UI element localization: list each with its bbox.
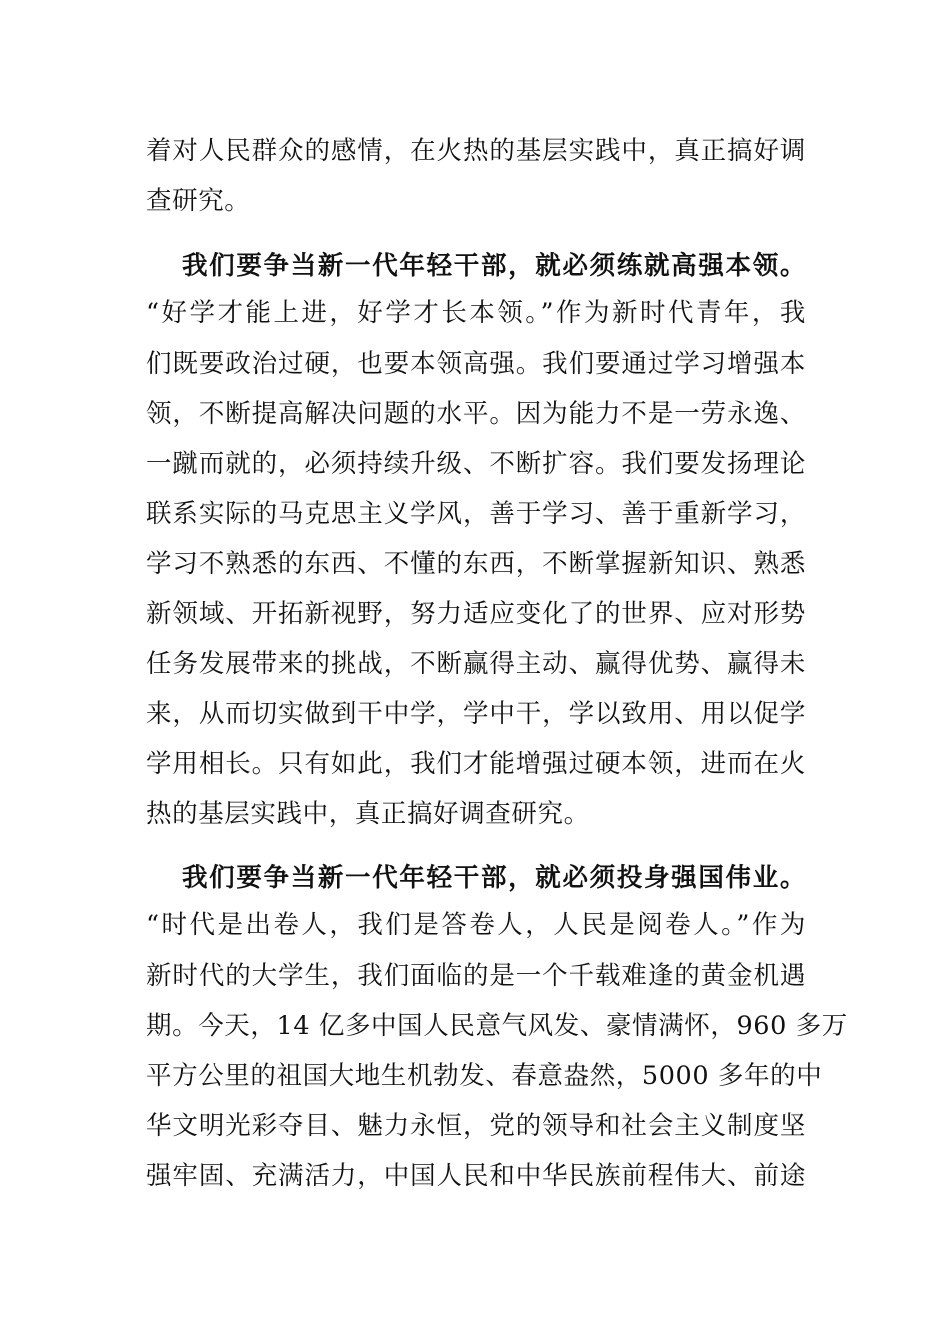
text-line: 期。今天，14 亿多中国人民意气风发、豪情满怀，960 多万 [146, 1011, 848, 1041]
text-line: 平方公里的祖国大地生机勃发、春意盎然，5000 多年的中 [146, 1061, 823, 1091]
text-line: 新领域、开拓新视野，努力适应变化了的世界、应对形势 [146, 599, 806, 629]
text-line: “好学才能上进，好学才长本领。”作为新时代青年，我 [146, 298, 806, 328]
text-line: 任务发展带来的挑战，不断赢得主动、赢得优势、赢得未 [146, 649, 806, 679]
text-line: 强牢固、充满活力，中国人民和中华民族前程伟大、前途 [146, 1161, 806, 1191]
text-line: 学用相长。只有如此，我们才能增强过硬本领，进而在火 [146, 749, 806, 779]
section-heading: 我们要争当新一代年轻干部，就必须投身强国伟业。 [182, 863, 806, 893]
text-line: 来，从而切实做到干中学，学中干，学以致用、用以促学 [146, 699, 806, 729]
text-line: 热的基层实践中，真正搞好调查研究。 [146, 799, 590, 829]
text-line: 着对人民群众的感情，在火热的基层实践中，真正搞好调 [146, 136, 806, 166]
text-line: 查研究。 [146, 186, 251, 216]
text-line: 们既要政治过硬，也要本领高强。我们要通过学习增强本 [146, 349, 806, 379]
text-line: “时代是出卷人，我们是答卷人，人民是阅卷人。”作为 [146, 910, 806, 940]
text-line: 新时代的大学生，我们面临的是一个千载难逢的黄金机遇 [146, 961, 806, 991]
text-line: 领，不断提高解决问题的水平。因为能力不是一劳永逸、 [146, 399, 806, 429]
section-heading: 我们要争当新一代年轻干部，就必须练就高强本领。 [182, 251, 806, 281]
text-line: 联系实际的马克思主义学风，善于学习、善于重新学习， [146, 499, 806, 529]
text-line: 学习不熟悉的东西、不懂的东西，不断掌握新知识、熟悉 [146, 549, 806, 579]
text-line: 一蹴而就的，必须持续升级、不断扩容。我们要发扬理论 [146, 449, 806, 479]
text-line: 华文明光彩夺目、魅力永恒，党的领导和社会主义制度坚 [146, 1111, 806, 1141]
